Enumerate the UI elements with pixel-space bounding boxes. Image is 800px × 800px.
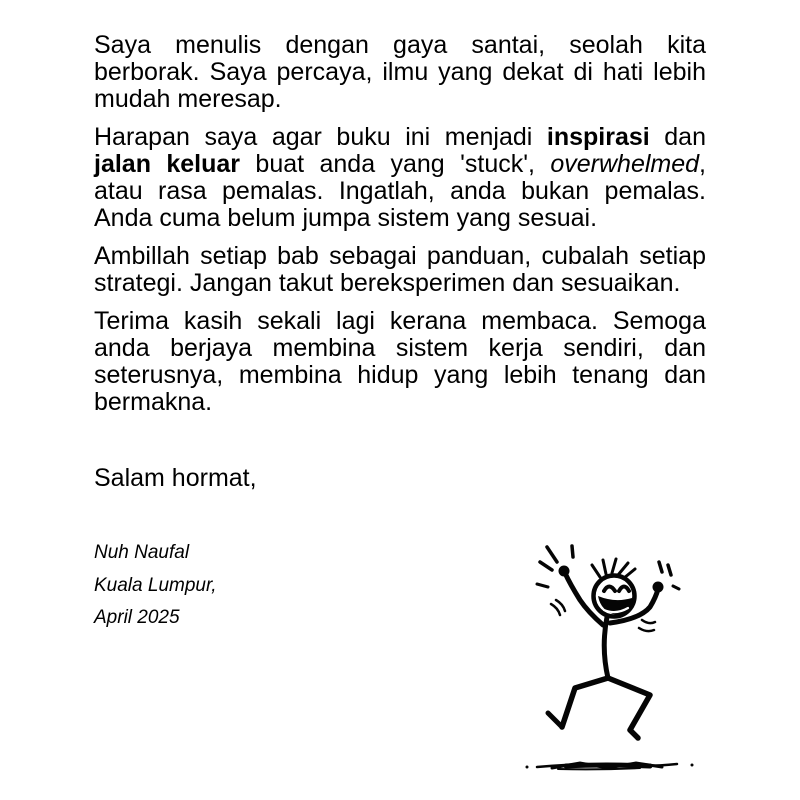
burst-line (537, 584, 548, 587)
paragraph (94, 308, 706, 416)
right-hand (653, 582, 664, 593)
left-hand (559, 566, 570, 577)
paragraph-segment: Ambillah setiap bab sebagai panduan, cubalah setiap strategi. Jangan takut bereksperimen dan sesuaikan. (94, 242, 706, 297)
paragraph (94, 32, 706, 113)
signature-location: Kuala Lumpur, (94, 574, 217, 596)
burst-line (540, 562, 552, 570)
signature-date: April 2025 (94, 607, 180, 628)
motion-mark (639, 628, 654, 631)
paragraph-segment: buat anda yang 'stuck', (240, 150, 551, 178)
ground-dot (691, 764, 694, 767)
hair-spike (592, 565, 600, 577)
paragraph-segment: overwhelmed (550, 150, 700, 178)
closing-line: Salam hormat, (94, 464, 257, 492)
left-foot (548, 713, 562, 727)
right-leg (608, 678, 650, 738)
paragraph (94, 243, 706, 297)
paragraph-segment: dan (649, 123, 706, 151)
hair-spike (624, 569, 635, 578)
left-leg (562, 678, 608, 727)
paragraph (94, 124, 706, 232)
hair-spike (618, 563, 628, 575)
happy-stick-figure-illustration (500, 520, 720, 800)
hair-spike (612, 559, 616, 573)
paragraph-segment: Harapan saya agar buku ini menjadi (94, 123, 547, 151)
burst-line (547, 547, 557, 562)
ground-dot (526, 766, 529, 769)
paragraph-segment: jalan keluar (94, 150, 241, 178)
ground-shadow-scribble (537, 763, 677, 769)
burst-line (673, 586, 679, 589)
paragraph-segment: Terima kasih sekali lagi kerana membaca. Semoga anda berjaya membina sistem kerja sendiri, dan seterusnya, membina hidup yang lebih tenang dan bermakna. (94, 307, 706, 416)
celebrating-stick-figure-icon (500, 520, 720, 800)
hair-spike (603, 560, 606, 574)
paragraph-segment: Saya menulis dengan gaya santai, seolah kita berborak. Saya percaya, ilmu yang dekat di hati lebih mudah meresap. (94, 31, 706, 113)
motion-mark (642, 620, 655, 623)
burst-line (668, 565, 671, 575)
motion-mark (551, 604, 560, 615)
paragraph-segment: , atau rasa pemalas. Ingatlah, anda bukan pemalas. Anda cuma belum jumpa sistem yang sesuai. (94, 150, 706, 232)
paragraphs (94, 32, 706, 416)
signature-name: Nuh Naufal (94, 542, 190, 563)
burst-line (572, 546, 573, 557)
paragraph-segment: inspirasi (546, 123, 650, 151)
burst-line (659, 562, 662, 572)
